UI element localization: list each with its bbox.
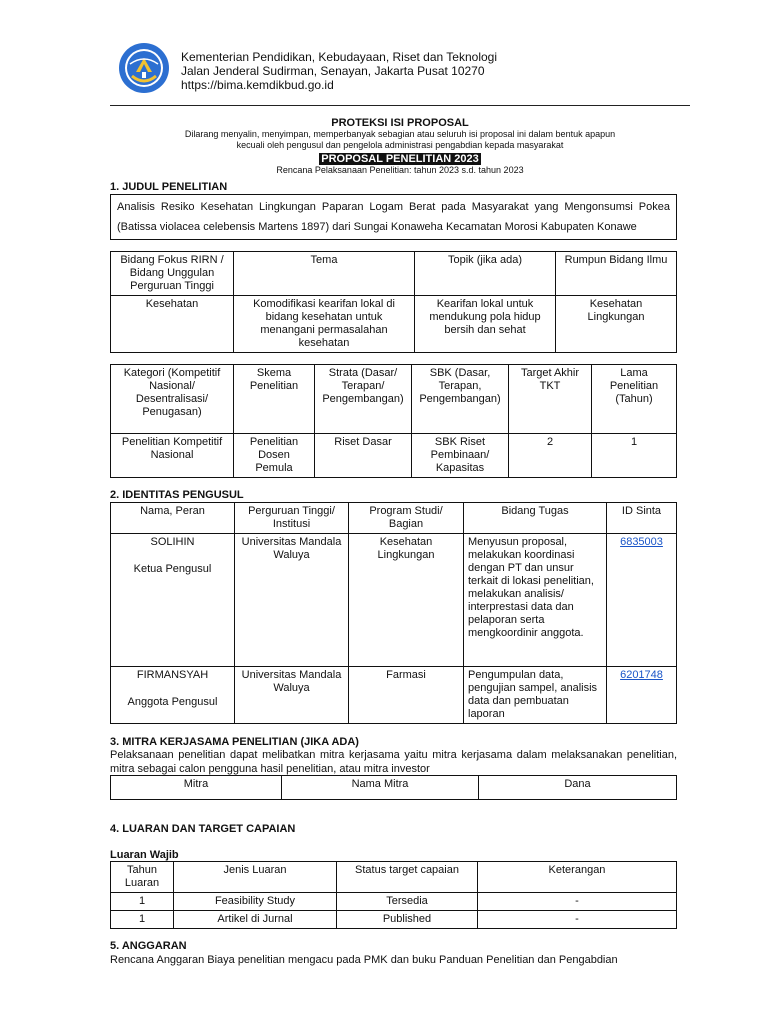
- kategori-header-1: Skema Penelitian: [234, 365, 315, 434]
- luaran-cell: Published: [337, 911, 478, 929]
- bidang-header-2: Topik (jika ada): [415, 252, 556, 296]
- anggota-sinta-link[interactable]: 6201748: [620, 669, 663, 681]
- kategori-cell-4: 2: [509, 434, 592, 478]
- ministry-address: Jalan Jenderal Sudirman, Senayan, Jakarta Pusat 10270: [181, 64, 485, 78]
- kategori-header-5: Lama Penelitian (Tahun): [592, 365, 677, 434]
- anggota-tugas: Pengumpulan data, pengujian sampel, analisis data dan pembuatan laporan: [464, 667, 607, 724]
- kategori-cell-3: SBK Riset Pembinaan/ Kapasitas: [412, 434, 509, 478]
- bidang-header-3: Rumpun Bidang Ilmu: [556, 252, 677, 296]
- anggota-peran: Anggota Pengusul: [127, 696, 218, 708]
- section-mitra-heading: 3. MITRA KERJASAMA PENELITIAN (JIKA ADA): [110, 736, 359, 748]
- luaran-header-0: Tahun Luaran: [111, 862, 174, 893]
- anggota-sinta-cell: [607, 667, 677, 724]
- pengusul-tugas: Menyusun proposal, melakukan koordinasi dengan PT dan unsur terkait di lokasi penelitian, melakukan analisis/ interprestasi data dan pelaporan serta mengkoordinir anggota.: [464, 534, 607, 667]
- bidang-cell-1: Komodifikasi kearifan lokal di bidang kesehatan untuk menangani permasalahan kesehatan: [234, 296, 415, 353]
- luaran-cell: Tersedia: [337, 893, 478, 911]
- luaran-cell: 1: [111, 911, 174, 929]
- pengusul-peran: Ketua Pengusul: [133, 563, 212, 575]
- anggota-nama-peran: [111, 667, 235, 724]
- bidang-header-0: Bidang Fokus RIRN / Bidang Unggulan Perguruan Tinggi: [111, 252, 234, 296]
- mitra-header-0: Mitra: [111, 776, 282, 800]
- pengusul-nama-peran: [111, 534, 235, 667]
- kategori-cell-2: Riset Dasar: [315, 434, 412, 478]
- proposal-label: PROPOSAL PENELITIAN 2023: [321, 153, 479, 165]
- anggaran-description: Rencana Anggaran Biaya penelitian mengacu pada PMK dan buku Panduan Penelitian dan Pengabdian: [110, 954, 618, 966]
- kategori-header-4: Target Akhir TKT: [509, 365, 592, 434]
- bidang-cell-0: Kesehatan: [111, 296, 234, 353]
- proteksi-title: PROTEKSI ISI PROPOSAL: [331, 117, 469, 129]
- ministry-name: Kementerian Pendidikan, Kebudayaan, Riset dan Teknologi: [181, 50, 497, 64]
- proposal-label-wrap: [110, 153, 690, 165]
- table-row: [111, 893, 677, 911]
- anggota-pt: Universitas Mandala Waluya: [235, 667, 349, 724]
- anggota-nama: FIRMANSYAH: [136, 669, 209, 681]
- kategori-header-0: Kategori (Kompetitif Nasional/ Desentralisasi/ Penugasan): [111, 365, 234, 434]
- kategori-cell-1: Penelitian Dosen Pemula: [234, 434, 315, 478]
- bidang-table: [110, 251, 677, 353]
- luaran-wajib-heading: Luaran Wajib: [110, 849, 179, 861]
- pengusul-sinta-link[interactable]: 6835003: [620, 536, 663, 548]
- kategori-table: [110, 364, 677, 478]
- identitas-header-1: Perguruan Tinggi/ Institusi: [235, 503, 349, 534]
- luaran-header-3: Keterangan: [478, 862, 677, 893]
- luaran-cell: -: [478, 893, 677, 911]
- rencana-text: Rencana Pelaksanaan Penelitian: tahun 2023 s.d. tahun 2023: [276, 165, 524, 175]
- pengusul-nama: SOLIHIN: [150, 536, 195, 548]
- section-identitas-heading: 2. IDENTITAS PENGUSUL: [110, 489, 244, 501]
- kategori-cell-0: Penelitian Kompetitif Nasional: [111, 434, 234, 478]
- identitas-header-2: Program Studi/ Bagian: [349, 503, 464, 534]
- identitas-header-3: Bidang Tugas: [464, 503, 607, 534]
- section-judul-heading: 1. JUDUL PENELITIAN: [110, 181, 228, 193]
- kategori-cell-5: 1: [592, 434, 677, 478]
- bidang-cell-2: Kearifan lokal untuk mendukung pola hidup bersih dan sehat: [415, 296, 556, 353]
- section-anggaran-heading: 5. ANGGARAN: [110, 940, 187, 952]
- kategori-header-2: Strata (Dasar/ Terapan/ Pengembangan): [315, 365, 412, 434]
- judul-text: Analisis Resiko Kesehatan Lingkungan Paparan Logam Berat pada Masyarakat yang Mengonsumsi Pokea (Batissa violacea celebensis Martens 1897) dari Sungai Konaweha Kecamatan Morosi Kabupaten Konawe: [111, 195, 677, 240]
- pengusul-pt: Universitas Mandala Waluya: [235, 534, 349, 667]
- section-luaran-heading: 4. LUARAN DAN TARGET CAPAIAN: [110, 823, 296, 835]
- warning-line-1: Dilarang menyalin, menyimpan, memperbanyak sebagian atau seluruh isi proposal ini dalam bentuk apapun: [184, 129, 616, 139]
- header-divider: [110, 105, 690, 106]
- ministry-url[interactable]: https://bima.kemdikbud.go.id: [181, 78, 334, 92]
- identitas-header-4: ID Sinta: [607, 503, 677, 534]
- warning-line-2: kecuali oleh pengusul dan pengelola administrasi pengabdian kepada masyarakat: [236, 140, 564, 150]
- identitas-table: [110, 502, 677, 724]
- mitra-header-1: Nama Mitra: [282, 776, 479, 800]
- mitra-table: [110, 775, 677, 800]
- table-row: [111, 911, 677, 929]
- kategori-header-3: SBK (Dasar, Terapan, Pengembangan): [412, 365, 509, 434]
- pengusul-sinta-cell: [607, 534, 677, 667]
- header-address: [181, 50, 497, 92]
- luaran-cell: Artikel di Jurnal: [174, 911, 337, 929]
- pengusul-prodi: Kesehatan Lingkungan: [349, 534, 464, 667]
- mitra-header-2: Dana: [479, 776, 677, 800]
- anggota-prodi: Farmasi: [349, 667, 464, 724]
- luaran-cell: 1: [111, 893, 174, 911]
- identitas-header-0: Nama, Peran: [111, 503, 235, 534]
- judul-table: [110, 194, 677, 240]
- luaran-header-1: Jenis Luaran: [174, 862, 337, 893]
- luaran-table: [110, 861, 677, 929]
- luaran-cell: -: [478, 911, 677, 929]
- proteksi-warning: [110, 129, 690, 151]
- mitra-description: Pelaksanaan penelitian dapat melibatkan mitra kerjasama yaitu mitra kerjasama dalam melaksanakan penelitian, mitra sebagai calon pengguna hasil penelitian, atau mitra investor: [110, 749, 677, 775]
- table-row: [111, 534, 677, 667]
- table-row: [111, 667, 677, 724]
- luaran-header-2: Status target capaian: [337, 862, 478, 893]
- luaran-cell: Feasibility Study: [174, 893, 337, 911]
- bidang-cell-3: Kesehatan Lingkungan: [556, 296, 677, 353]
- bidang-header-1: Tema: [234, 252, 415, 296]
- kemdikbud-logo: [116, 42, 172, 94]
